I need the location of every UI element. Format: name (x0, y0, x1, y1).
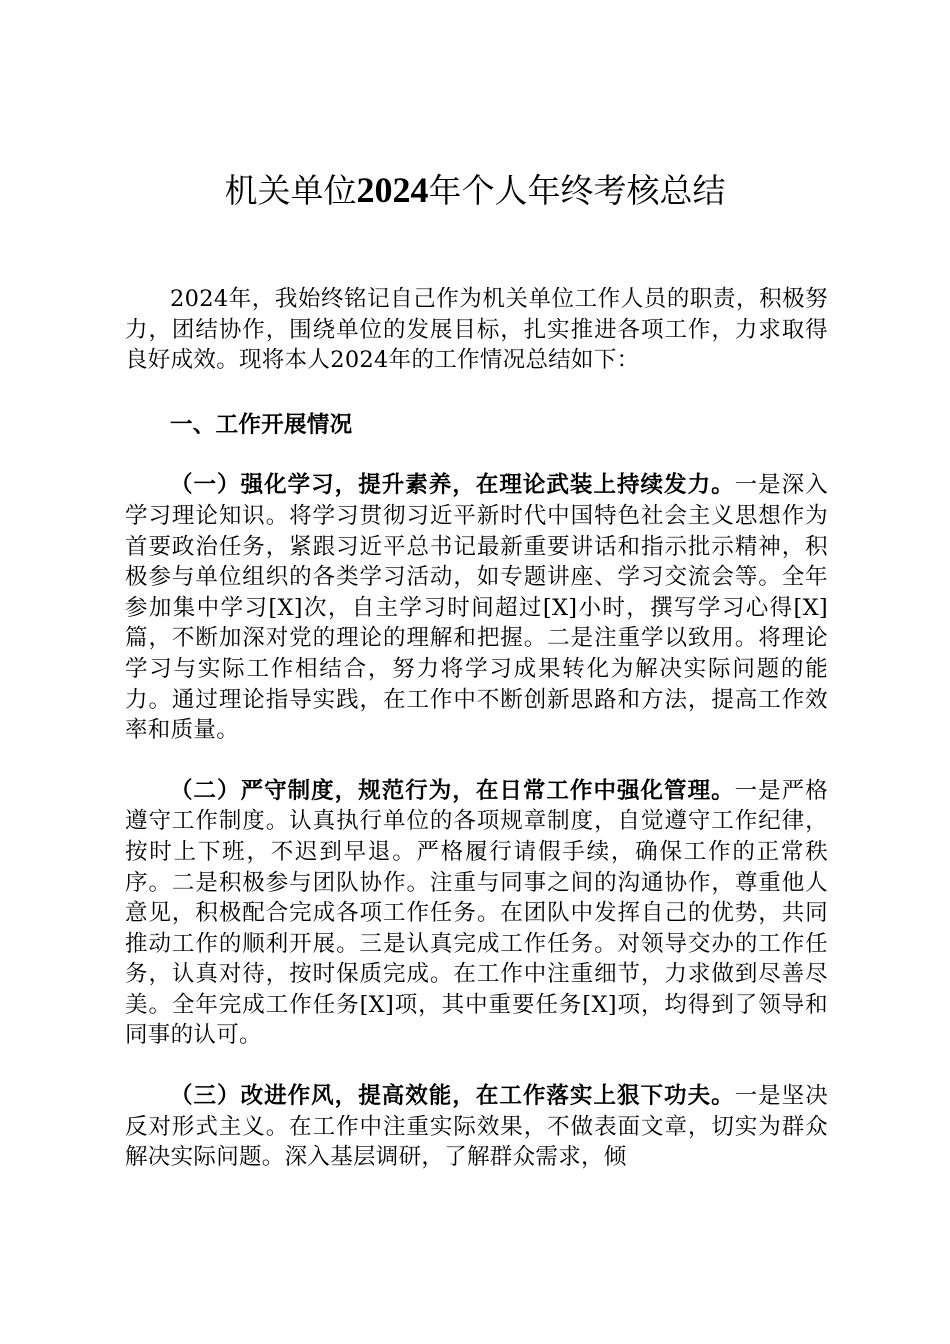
item-paragraph-1 (125, 470, 828, 745)
item-paragraph-2 (125, 776, 828, 1051)
item-lead: （一）强化学习，提升素养，在理论武装上持续发力。 (170, 472, 735, 499)
spacer (125, 1051, 828, 1081)
spacer (125, 376, 828, 410)
item-text: 一是深入学习理论知识。将学习贯彻习近平新时代中国特色社会主义思想作为首要政治任务，紧跟习近平总书记最新重要讲话和指示批示精神，积极参与单位组织的各类学习活动，如专题讲座、学习交流会等。全年参加集中学习[X]次，自主学习时间超过[X]小时，撰写学习心得[X]篇，不断加深对党的理论的理解和把握。二是注重学以致用。将理论学习与实际工作相结合，努力将学习成果转化为解决实际问题的能力。通过理论指导实践，在工作中不断创新思路和方法，提高工作效率和质量。 (125, 472, 829, 744)
spacer (125, 440, 828, 470)
item-text: 一是坚决反对形式主义。在工作中注重实际效果，不做表面文章，切实为群众解决实际问题。深入基层调研，了解群众需求，倾 (125, 1083, 829, 1171)
intro-paragraph: 2024年，我始终铭记自己作为机关单位工作人员的职责，积极努力，团结协作，围绕单位的发展目标，扎实推进各项工作，力求取得良好成效。现将本人2024年的工作情况总结如下： (125, 286, 828, 374)
document-title (0, 164, 950, 217)
title-year: 2024 (356, 170, 429, 210)
title-suffix: 年个人年终考核总结 (428, 171, 726, 210)
item-paragraph-3 (125, 1081, 828, 1173)
item-lead: （二）严守制度，规范行为，在日常工作中强化管理。 (170, 777, 735, 804)
item-text: 一是严格遵守工作制度。认真执行单位的各项规章制度，自觉遵守工作纪律，按时上下班，不迟到早退。严格履行请假手续，确保工作的正常秩序。二是积极参与团队协作。注重与同事之间的沟通协作，尊重他人意见，积极配合完成各项工作任务。在团队中发挥自己的优势，共同推动工作的顺利开展。三是认真完成工作任务。对领导交办的工作任务，认真对待，按时保质完成。在工作中注重细节，力求做到尽善尽美。全年完成工作任务[X]项，其中重要任务[X]项，均得到了领导和同事的认可。 (125, 777, 829, 1049)
title-prefix: 机关单位 (224, 171, 357, 210)
document-body (125, 284, 828, 1173)
spacer (125, 746, 828, 776)
item-lead: （三）改进作风，提高效能，在工作落实上狠下功夫。 (170, 1083, 735, 1110)
section-heading: 一、工作开展情况 (170, 411, 353, 438)
